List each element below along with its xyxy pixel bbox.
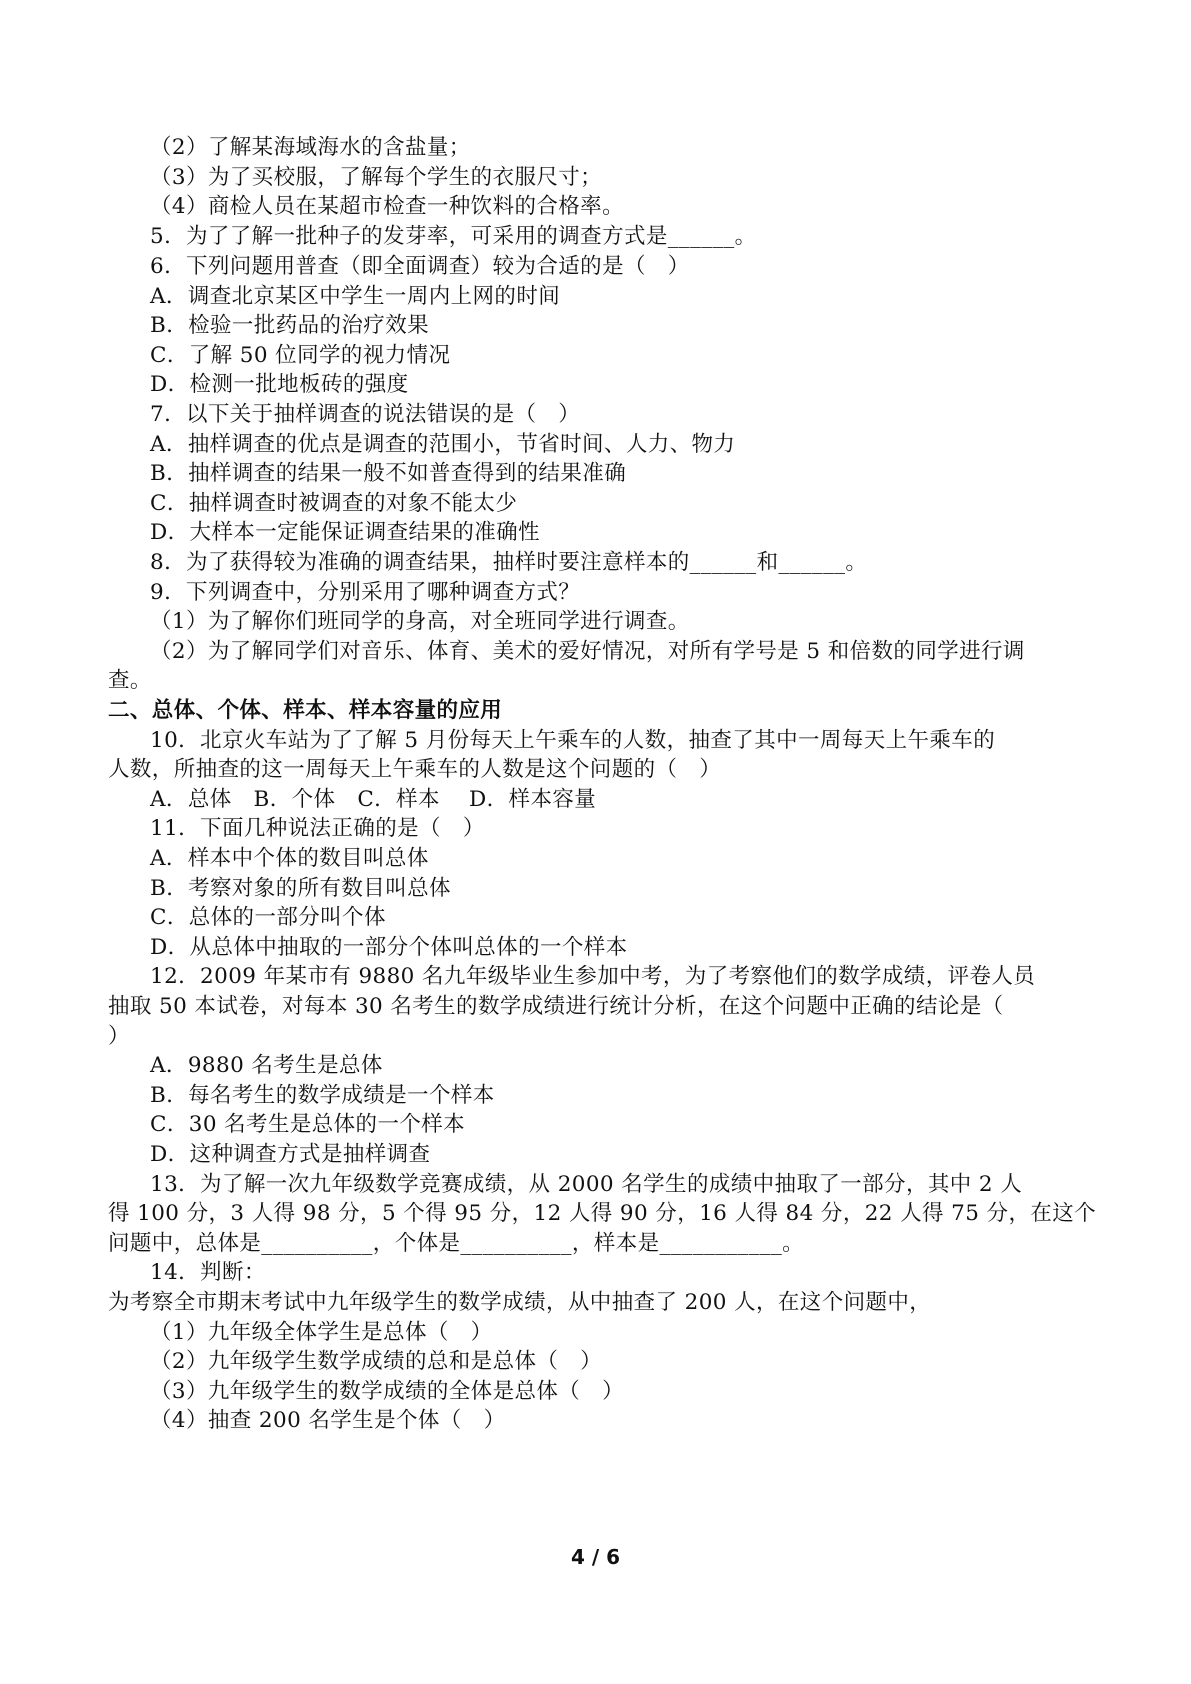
text-line: A．9880 名考生是总体 (150, 1053, 383, 1078)
text-line: A．调查北京某区中学生一周内上网的时间 (150, 284, 561, 309)
text-line: 11．下面几种说法正确的是（ ） (150, 816, 485, 841)
text-line: D．这种调查方式是抽样调查 (150, 1142, 431, 1167)
text-line: 14．判断： (150, 1260, 266, 1285)
text-line: （3）为了买校服，了解每个学生的衣服尺寸； (150, 165, 603, 190)
text-line: B．每名考生的数学成绩是一个样本 (150, 1083, 495, 1108)
text-line: （1）九年级全体学生是总体（ ） (150, 1320, 493, 1345)
text-line: 得 100 分，3 人得 98 分，5 个得 95 分，12 人得 90 分，16 人得 84 分，22 人得 75 分，在这个 (108, 1201, 1097, 1226)
text-line: A．抽样调查的优点是调查的范围小，节省时间、人力、物力 (150, 432, 736, 457)
text-line: 为考察全市期末考试中九年级学生的数学成绩，从中抽查了 200 人，在这个问题中， (108, 1290, 932, 1315)
text-line: 13．为了解一次九年级数学竞赛成绩，从 2000 名学生的成绩中抽取了一部分，其中 2 人 (150, 1172, 1023, 1197)
text-line: C．总体的一部分叫个体 (150, 905, 386, 930)
text-line: ） (108, 1024, 130, 1049)
page-number: 4 / 6 (570, 1545, 621, 1569)
text-line: （2）九年级学生数学成绩的总和是总体（ ） (150, 1349, 603, 1374)
text-line: 10．北京火车站为了了解 5 月份每天上午乘车的人数，抽查了其中一周每天上午乘车的 (150, 728, 996, 753)
text-line: 人数，所抽查的这一周每天上午乘车的人数是这个问题的（ ） (108, 757, 722, 782)
text-line: （3）九年级学生的数学成绩的全体是总体（ ） (150, 1379, 624, 1404)
text-line: （4）抽查 200 名学生是个体（ ） (150, 1408, 506, 1433)
text-line: 抽取 50 本试卷，对每本 30 名考生的数学成绩进行统计分析，在这个问题中正确的结论是（ (108, 994, 1004, 1019)
text-line: D．从总体中抽取的一部分个体叫总体的一个样本 (150, 935, 628, 960)
text-line: B．考察对象的所有数目叫总体 (150, 876, 451, 901)
text-line: C．抽样调查时被调查的对象不能太少 (150, 491, 518, 516)
text-line: D．大样本一定能保证调查结果的准确性 (150, 520, 540, 545)
text-line: （1）为了解你们班同学的身高，对全班同学进行调查。 (150, 609, 690, 634)
text-line: 6．下列问题用普查（即全面调查）较为合适的是（ ） (150, 254, 690, 279)
text-line: D．检测一批地板砖的强度 (150, 372, 409, 397)
section-heading: 二、总体、个体、样本、样本容量的应用 (108, 698, 503, 723)
text-line: 8．为了获得较为准确的调查结果，抽样时要注意样本的______和______。 (150, 550, 868, 575)
text-line: 查。 (108, 668, 152, 693)
text-line: 9．下列调查中，分别采用了哪种调查方式？ (150, 580, 581, 605)
text-line: 5．为了了解一批种子的发芽率，可采用的调查方式是______。 (150, 224, 757, 249)
text-line: 7．以下关于抽样调查的说法错误的是（ ） (150, 402, 581, 427)
text-line: B．抽样调查的结果一般不如普查得到的结果准确 (150, 461, 627, 486)
text-line: C．30 名考生是总体的一个样本 (150, 1112, 466, 1137)
text-line: B．检验一批药品的治疗效果 (150, 313, 430, 338)
text-line: 12．2009 年某市有 9880 名九年级毕业生参加中考，为了考察他们的数学成绩，评卷人员 (150, 964, 1036, 989)
text-line: （2）为了解同学们对音乐、体育、美术的爱好情况，对所有学号是 5 和倍数的同学进行调 (150, 639, 1025, 664)
text-line: （2）了解某海域海水的含盐量； (150, 135, 471, 160)
text-line: C．了解 50 位同学的视力情况 (150, 343, 451, 368)
text-line: 问题中，总体是__________，个体是__________，样本是___________。 (108, 1231, 805, 1256)
text-line: A．总体 B．个体 C．样本 D．样本容量 (150, 787, 597, 812)
text-line: A．样本中个体的数目叫总体 (150, 846, 429, 871)
text-line: （4）商检人员在某超市检查一种饮料的合格率。 (150, 194, 624, 219)
